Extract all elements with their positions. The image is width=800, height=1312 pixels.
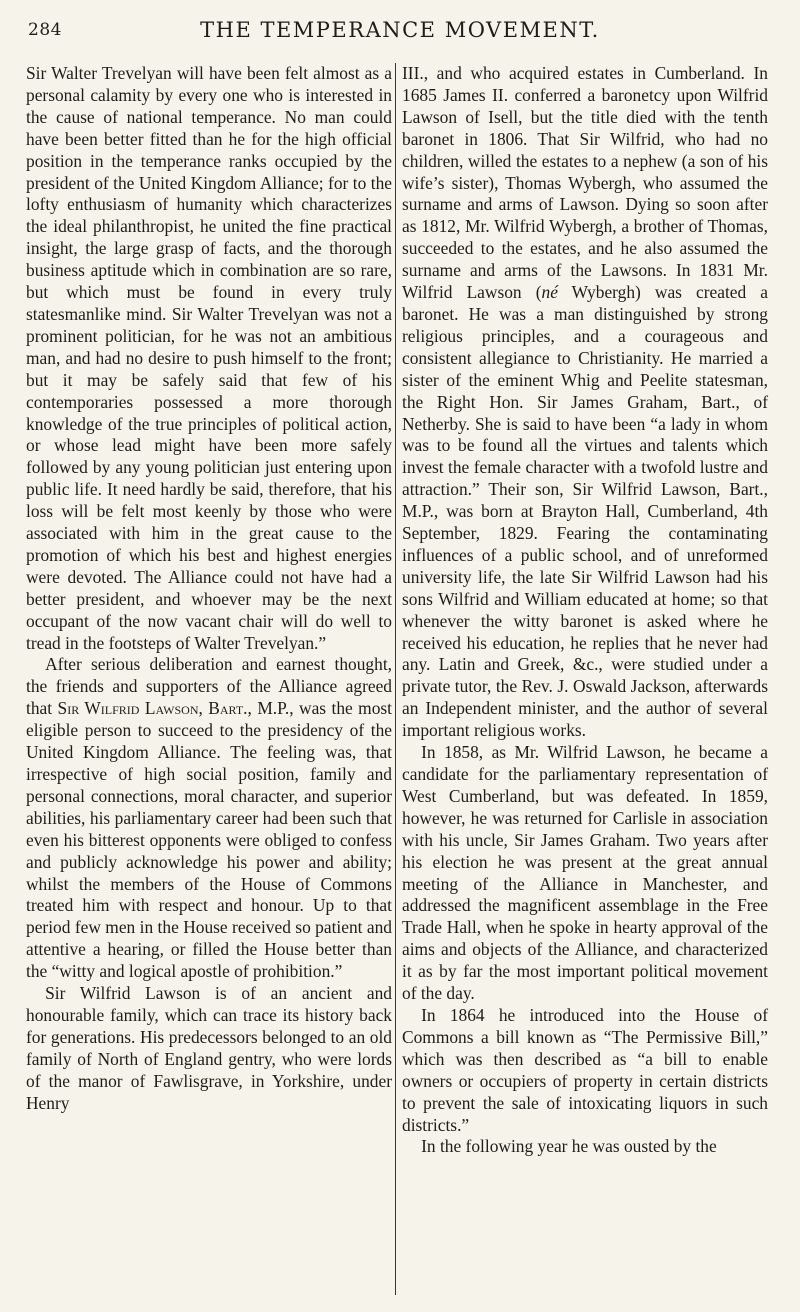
- paragraph: In 1864 he introduced into the House of Commons a bill known as “The Permissive Bill,” which was then described as “a bill to enable owners or occupiers of property in certain districts to prevent the sale of intoxicating liquors in such districts.”: [402, 1004, 768, 1135]
- running-head: THE TEMPERANCE MOVEMENT.: [200, 18, 600, 42]
- column-divider: [395, 63, 396, 1295]
- paragraph: Sir Wilfrid Lawson is of an ancient and honourable family, which can trace its history back for generations. His predecessors belonged to an old family of North of England gentry, who were lords of the manor of Fawlisgrave, in Yorkshire, under Henry: [26, 983, 392, 1113]
- right-column: [402, 63, 768, 1158]
- paragraph: After serious deliberation and earnest thought, the friends and supporters of the Alliance agreed that Sir Wilfrid Lawson, Bart., M.P., was the most eligible person to succeed to the presidency of the United Kingdom Alliance. The feeling was, that irrespective of high social position, family and personal connections, moral character, and superior abilities, his parliamentary career had been such that even his bitterest opponents were obliged to confess and publicly acknowledge his power and ability; whilst the members of the House of Commons treated him with respect and honour. Up to that period few men in the House received so patient and attentive a hearing, or filled the House better than the “witty and logical apostle of prohibition.”: [26, 654, 392, 982]
- ne-italic: né: [541, 282, 558, 303]
- paragraph: In 1858, as Mr. Wilfrid Lawson, he became a candidate for the parliamentary representation of West Cumberland, but was defeated. In 1859, however, he was returned for Carlisle in association with his uncle, Sir James Graham. Two years after his election he was present at the great annual meeting of the Alliance in Manchester, and addressed the magnificent assemblage in the Free Trade Hall, when he spoke in hearty approval of the aims and objects of the Alliance, and characterized it as by far the most important political movement of the day.: [402, 742, 768, 1004]
- president-name: Sir Wilfrid Lawson, Bart.: [57, 698, 248, 719]
- paragraph: Sir Walter Trevelyan will have been felt almost as a personal calamity by every one who is interested in the cause of national temperance. No man could have been better fitted than he for the high official position in the temperance ranks occupied by the president of the United Kingdom Alliance; for to the lofty enthusiasm of humanity which characterizes the ideal philanthropist, he united the fine practical insight, the large grasp of facts, and the thorough business aptitude which in combination are so rare, but which must be found in every truly statesmanlike mind. Sir Walter Trevelyan was not a prominent politician, for he was not an ambitious man, and had no desire to push himself to the front; but it may be safely said that few of his contemporaries possessed a more thorough knowledge of the true principles of political action, or whose lead might have been more safely followed by any young politician just entering upon public life. It need hardly be said, therefore, that his loss will be felt most keenly by those who were associated with him in the great cause to the promotion of which his best and highest energies were devoted. The Alliance could not have had a better president, and whoever may be the next occupant of the now vacant chair will do well to tread in the footsteps of Walter Trevelyan.”: [26, 63, 392, 653]
- page-number: 284: [28, 20, 62, 40]
- left-column: [26, 63, 392, 1115]
- paragraph: III., and who acquired estates in Cumberland. In 1685 James II. conferred a baronetcy upon Wilfrid Lawson of Isell, but the title died with the tenth baronet in 1806. That Sir Wilfrid, who had no children, willed the estates to a nephew (a son of his wife’s sister), Thomas Wybergh, who assumed the surname and arms of Lawson. Dying so soon after as 1812, Mr. Wilfrid Wybergh, a brother of Thomas, succeeded to the estates, and he also assumed the surname and arms of the Lawsons. In 1831 Mr. Wilfrid Lawson (né Wybergh) was created a baronet. He was a man distinguished by strong religious principles, and a courageous and consistent allegiance to Christianity. He married a sister of the eminent Whig and Peelite statesman, the Right Hon. Sir James Graham, Bart., of Netherby. She is said to have been “a lady in whom was to be found all the virtues and talents which invest the female character with a twofold lustre and attraction.” Their son, Sir Wilfrid Lawson, Bart., M.P., was born at Brayton Hall, Cumberland, 4th September, 1829. Fearing the contaminating influences of a public school, and of unreformed university life, the late Sir Wilfrid Lawson had his sons Wilfrid and William educated at home; so that whenever the witty baronet is asked where he received his education, he replies that he never had any. Latin and Greek, &c., were studied under a private tutor, the Rev. J. Oswald Jackson, afterwards an Independent minister, and the author of several important religious works.: [402, 63, 768, 741]
- paragraph: In the following year he was ousted by the: [421, 1136, 717, 1157]
